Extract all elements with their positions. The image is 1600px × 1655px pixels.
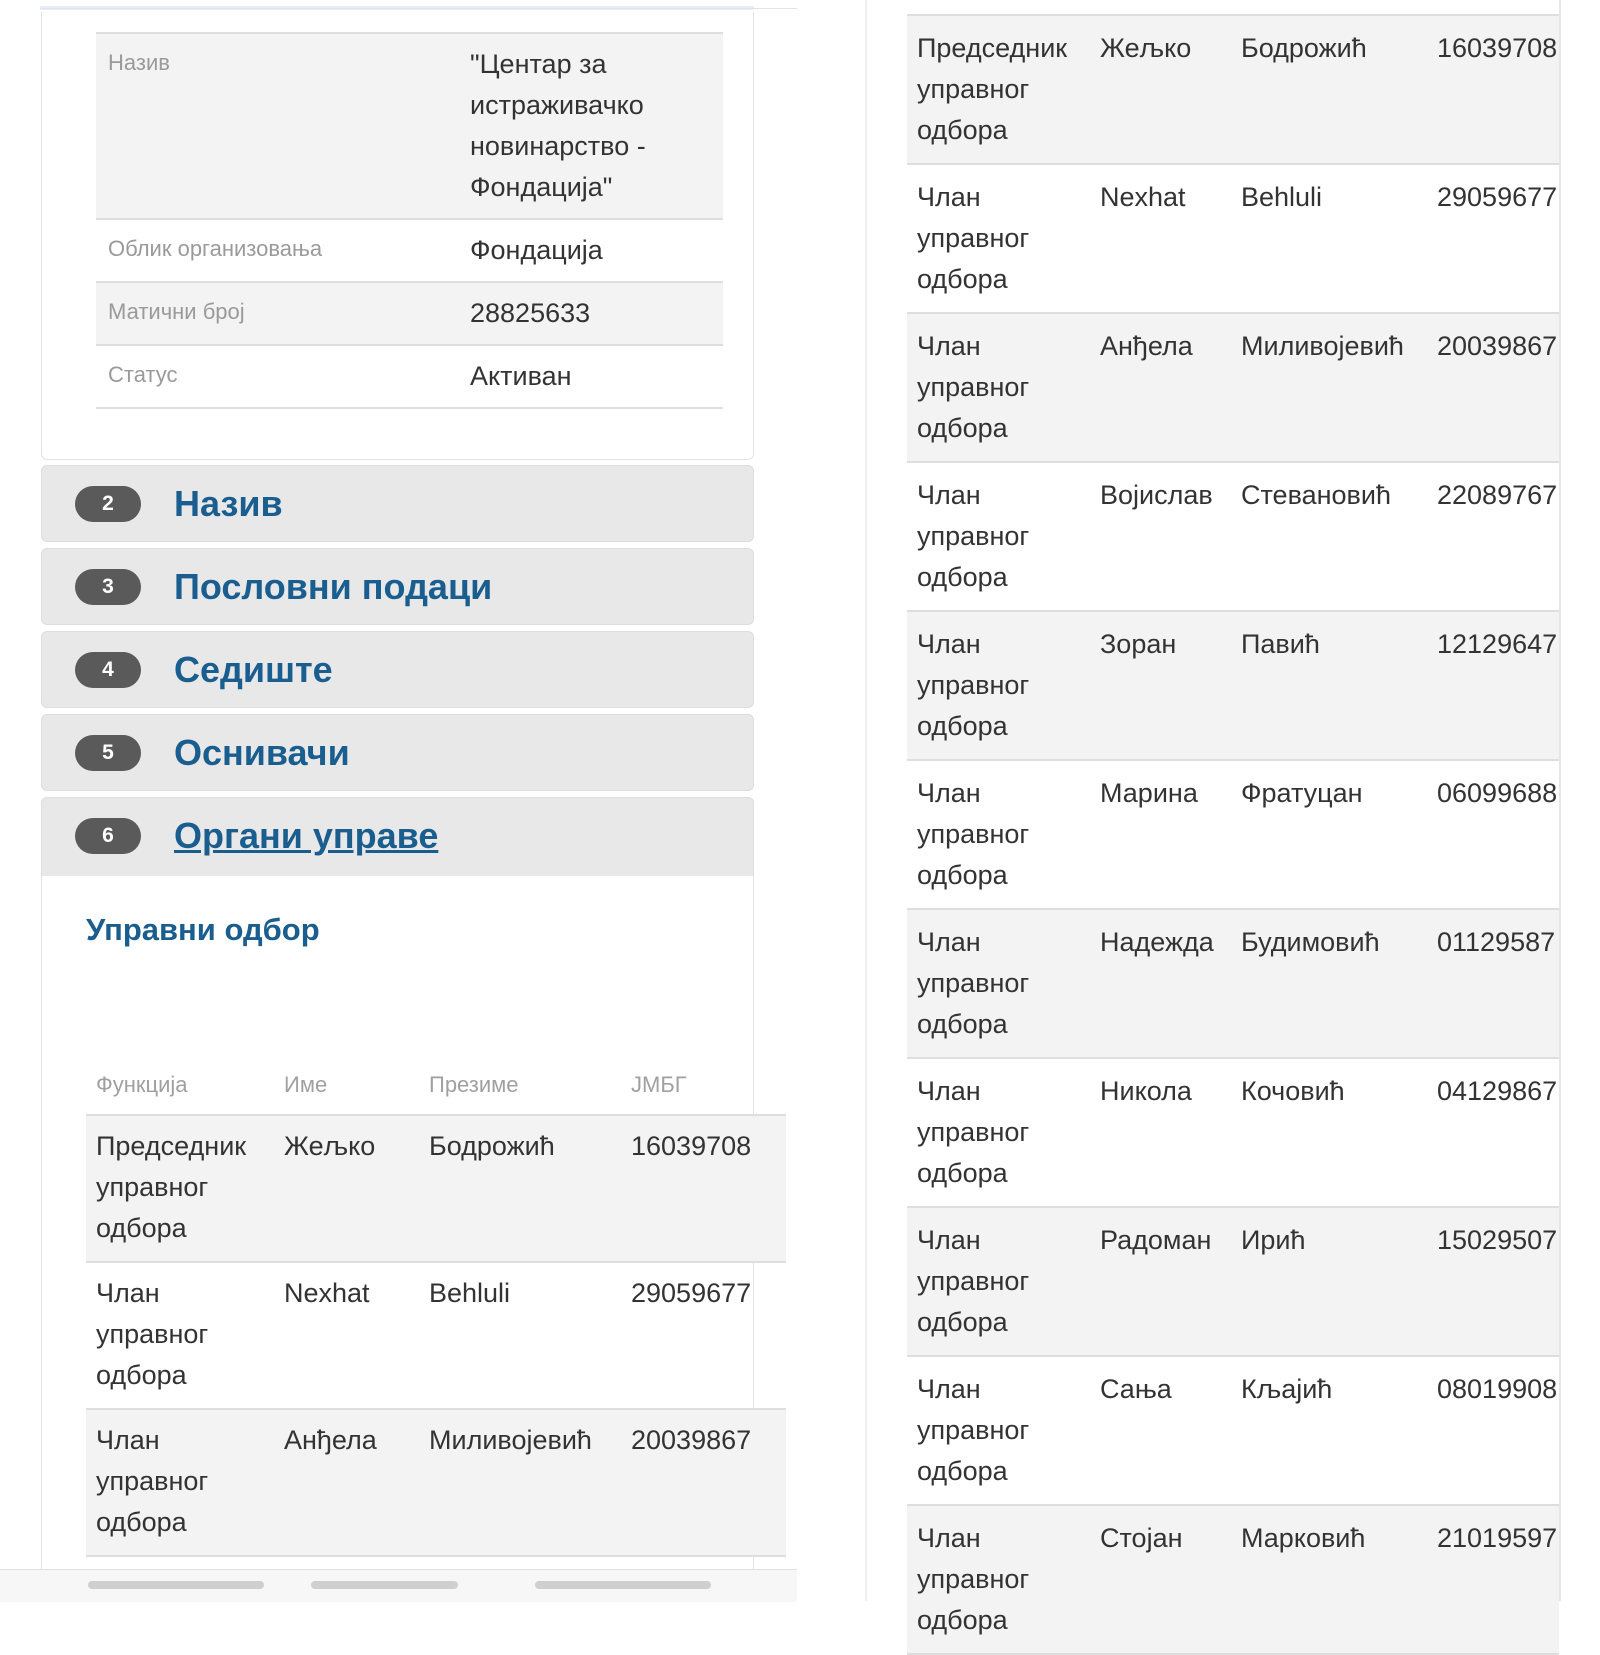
function-line: Члан [917, 1523, 981, 1553]
cell-first-name: Марина [1090, 760, 1231, 909]
accordion-number-badge: 6 [75, 818, 141, 854]
cell-last-name: Стевановић [1231, 462, 1427, 611]
function-line: Члан [917, 1225, 981, 1255]
function-line: Председник [917, 33, 1068, 63]
cell-last-name: Миливојевић [1231, 313, 1427, 462]
accordion-founders[interactable] [41, 714, 754, 791]
right-screenshot [865, 0, 1600, 1635]
accordion-governing-bodies[interactable] [41, 797, 754, 877]
function-line: управног [917, 74, 1030, 104]
function-line: Члан [917, 927, 981, 957]
function-line: Члан [917, 1076, 981, 1106]
cell-last-name: Бодрожић [1231, 15, 1427, 164]
accordion-business-data[interactable] [41, 548, 754, 625]
cell-first-name: Nexhat [1090, 164, 1231, 313]
cell-function [907, 462, 1090, 611]
cell-jmbg: 22089767 [1427, 462, 1559, 611]
table-row [907, 1207, 1559, 1356]
function-line: управног [917, 1117, 1030, 1147]
function-line: управног [917, 1564, 1030, 1594]
cell-first-name: Надежда [1090, 909, 1231, 1058]
table-row [86, 1115, 786, 1262]
column-header: Име [274, 1056, 419, 1115]
function-line: Члан [917, 480, 981, 510]
cell-last-name: Behluli [1231, 164, 1427, 313]
function-line: одбора [917, 711, 1008, 741]
cell-last-name: Марковић [1231, 1505, 1427, 1654]
table-row [86, 1409, 786, 1556]
function-line: одбора [917, 860, 1008, 890]
function-line: управног [917, 819, 1030, 849]
function-line: управног [917, 670, 1030, 700]
function-line: Члан [917, 331, 981, 361]
cell-function [86, 1262, 274, 1409]
info-row-reg-number [96, 282, 723, 345]
function-line: одбора [917, 115, 1008, 145]
table-row [907, 1505, 1559, 1654]
cell-function [907, 1058, 1090, 1207]
info-value-line: "Центар за [470, 49, 607, 79]
function-line: Члан [917, 182, 981, 212]
cell-last-name: Ирић [1231, 1207, 1427, 1356]
function-line: одбора [96, 1213, 187, 1243]
table-row [907, 15, 1559, 164]
function-line: управног [96, 1172, 209, 1202]
cell-jmbg: 04129867 [1427, 1058, 1559, 1207]
table-row [907, 1356, 1559, 1505]
function-line: одбора [917, 1307, 1008, 1337]
table-row [907, 611, 1559, 760]
cell-jmbg: 16039708 [1427, 15, 1559, 164]
function-line: Члан [96, 1425, 160, 1455]
info-value: Активан [470, 361, 572, 391]
function-line: одбора [917, 1605, 1008, 1635]
info-label: Статус [108, 362, 178, 387]
cell-first-name: Радоман [1090, 1207, 1231, 1356]
accordion-title[interactable]: Органи управе [174, 815, 439, 856]
table-row [86, 1262, 786, 1409]
cell-function [907, 909, 1090, 1058]
cell-first-name: Никола [1090, 1058, 1231, 1207]
table-row [907, 164, 1559, 313]
info-row-name [96, 33, 723, 219]
function-line: одбора [917, 413, 1008, 443]
board-heading: Управни одбор [86, 912, 320, 947]
scroll-indicator[interactable] [311, 1581, 458, 1589]
info-value: 28825633 [470, 298, 591, 328]
cell-last-name: Кљајић [1231, 1356, 1427, 1505]
function-line: Члан [96, 1278, 160, 1308]
cell-function [907, 1356, 1090, 1505]
cell-jmbg: 20039867 [621, 1409, 786, 1556]
function-line: одбора [917, 264, 1008, 294]
function-line: Председник [96, 1131, 247, 1161]
cell-jmbg: 01129587 [1427, 909, 1559, 1058]
cell-first-name: Стојан [1090, 1505, 1231, 1654]
function-line: Члан [917, 629, 981, 659]
cell-function [907, 313, 1090, 462]
function-line: управног [917, 968, 1030, 998]
accordion-title[interactable]: Пословни подаци [174, 566, 493, 607]
function-line: одбора [96, 1507, 187, 1537]
info-row-org-form [96, 219, 723, 282]
cell-first-name: Сања [1090, 1356, 1231, 1505]
function-line: Члан [917, 778, 981, 808]
info-label: Матични број [108, 299, 245, 324]
accordion-number-badge: 4 [75, 652, 141, 688]
cell-jmbg: 12129647 [1427, 611, 1559, 760]
accordion-name[interactable] [41, 465, 754, 542]
accordion-title[interactable]: Оснивачи [174, 732, 350, 773]
cell-function [907, 611, 1090, 760]
cell-function [907, 1207, 1090, 1356]
cell-function [86, 1115, 274, 1262]
info-row-status [96, 345, 723, 408]
scroll-indicator[interactable] [535, 1581, 711, 1589]
cell-last-name: Фратуцан [1231, 760, 1427, 909]
panel-border [865, 0, 867, 1601]
cell-jmbg: 21019597 [1427, 1505, 1559, 1654]
column-header: ЈМБГ [621, 1056, 786, 1115]
accordion-number-badge: 3 [75, 569, 141, 605]
cell-function [907, 164, 1090, 313]
function-line: управног [917, 223, 1030, 253]
section-top-line [40, 8, 797, 9]
info-value-line: истраживачко [470, 90, 644, 120]
function-line: управног [917, 521, 1030, 551]
browser-bottom-bar [0, 1569, 797, 1602]
cell-jmbg: 29059677 [621, 1262, 786, 1409]
function-line: управног [96, 1319, 209, 1349]
function-line: управног [96, 1466, 209, 1496]
function-line: одбора [917, 1158, 1008, 1188]
table-row [907, 909, 1559, 1058]
basic-info-card [41, 12, 754, 460]
accordion-title[interactable]: Назив [174, 483, 283, 524]
info-label: Облик организовања [108, 236, 323, 261]
function-line: управног [917, 1415, 1030, 1445]
board-table [86, 1056, 786, 1557]
info-label: Назив [108, 50, 170, 75]
cell-jmbg: 08019908 [1427, 1356, 1559, 1505]
cell-last-name: Бодрожић [419, 1115, 621, 1262]
cell-first-name: Nexhat [274, 1262, 419, 1409]
accordion-headquarters[interactable] [41, 631, 754, 708]
cell-first-name: Зоран [1090, 611, 1231, 760]
function-line: Члан [917, 1374, 981, 1404]
info-value-line: Фондација" [470, 172, 613, 202]
panel-border [1559, 0, 1561, 1601]
left-screenshot [0, 0, 797, 1601]
governing-bodies-panel [41, 876, 754, 1576]
function-line: управног [917, 372, 1030, 402]
cell-last-name: Behluli [419, 1262, 621, 1409]
cell-jmbg: 06099688 [1427, 760, 1559, 909]
cell-last-name: Миливојевић [419, 1409, 621, 1556]
cell-function [907, 760, 1090, 909]
cell-first-name: Војислав [1090, 462, 1231, 611]
board-table-continued [907, 14, 1559, 1655]
cell-jmbg: 29059677 [1427, 164, 1559, 313]
table-row [907, 1058, 1559, 1207]
scroll-indicator[interactable] [88, 1581, 264, 1589]
column-header: Функција [86, 1056, 274, 1115]
cell-last-name: Павић [1231, 611, 1427, 760]
function-line: одбора [96, 1360, 187, 1390]
accordion-title[interactable]: Седиште [174, 649, 333, 690]
info-value [458, 33, 723, 219]
basic-info-table [96, 32, 723, 409]
cell-jmbg: 15029507 [1427, 1207, 1559, 1356]
info-value: Фондација [470, 235, 603, 265]
cell-last-name: Будимовић [1231, 909, 1427, 1058]
column-header: Презиме [419, 1056, 621, 1115]
cell-jmbg: 16039708 [621, 1115, 786, 1262]
cell-first-name: Анђела [1090, 313, 1231, 462]
cell-jmbg: 20039867 [1427, 313, 1559, 462]
function-line: управног [917, 1266, 1030, 1296]
table-row [907, 313, 1559, 462]
board-table-header [86, 1056, 786, 1115]
table-row [907, 760, 1559, 909]
cell-last-name: Кочовић [1231, 1058, 1427, 1207]
cell-function [907, 1505, 1090, 1654]
cell-first-name: Анђела [274, 1409, 419, 1556]
cell-first-name: Жељко [1090, 15, 1231, 164]
cell-first-name: Жељко [274, 1115, 419, 1262]
info-value-line: новинарство - [470, 131, 646, 161]
function-line: одбора [917, 1456, 1008, 1486]
accordion-number-badge: 5 [75, 735, 141, 771]
function-line: одбора [917, 1009, 1008, 1039]
cell-function [86, 1409, 274, 1556]
table-row [907, 462, 1559, 611]
cell-function [907, 15, 1090, 164]
accordion-number-badge: 2 [75, 486, 141, 522]
function-line: одбора [917, 562, 1008, 592]
